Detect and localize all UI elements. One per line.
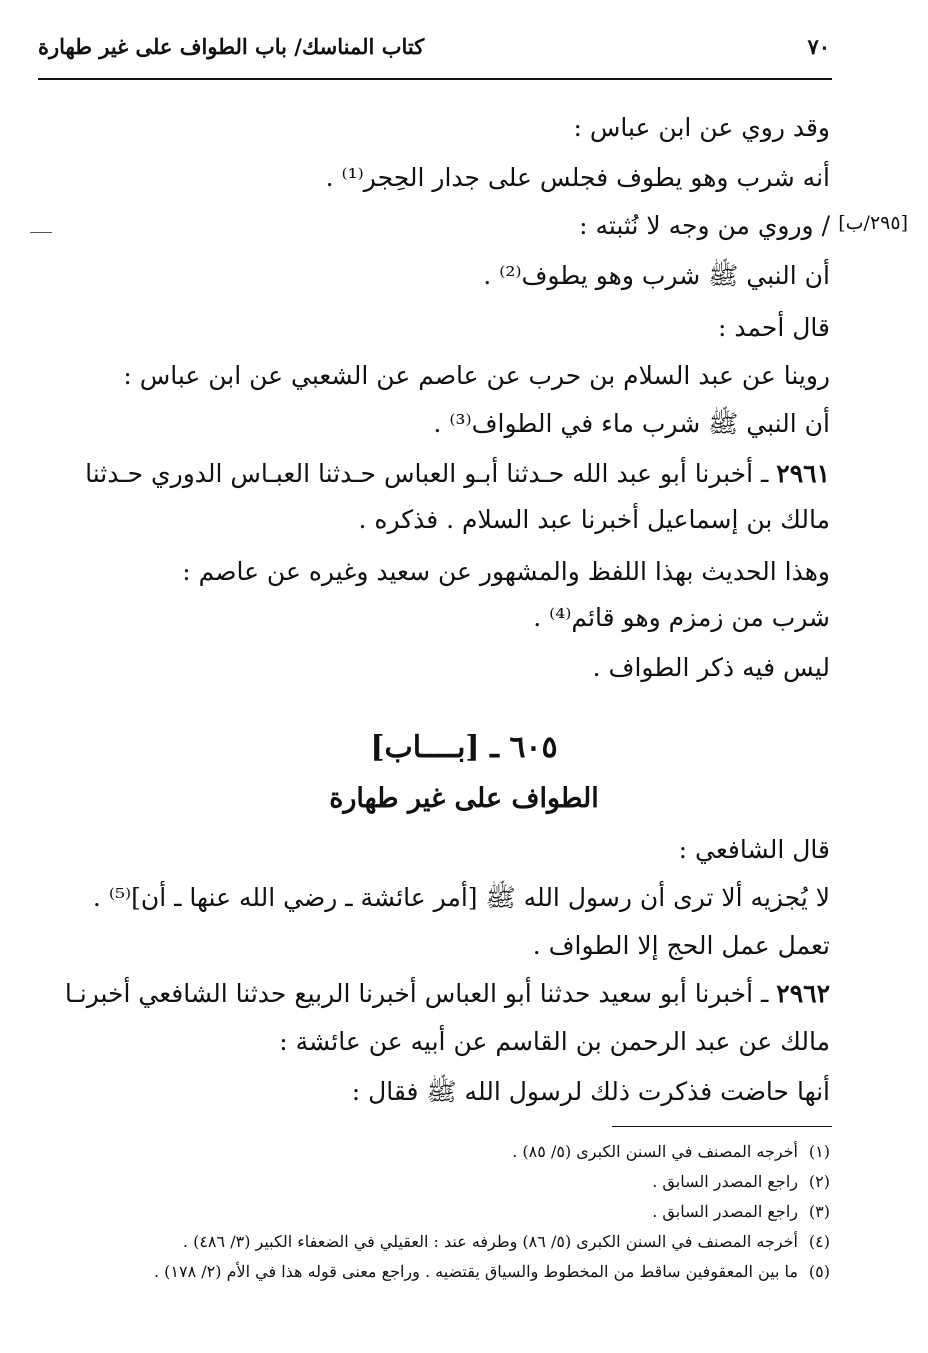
running-title: كتاب المناسك/ باب الطواف على غير طهارة bbox=[38, 34, 425, 59]
margin-note: [٢٩٥/ب] bbox=[838, 212, 908, 234]
footnote-text: راجع المصدر السابق . bbox=[652, 1172, 798, 1191]
header-rule bbox=[38, 78, 832, 80]
footnote bbox=[652, 1170, 830, 1194]
footnote-text: ما بين المعقوفين ساقط من المخطوط والسياق يقتضيه . وراجع معنى قوله هذا في الأم (٢/ ١٧٨) . bbox=[153, 1262, 798, 1281]
text-line: مالك عن عبد الرحمن بن القاسم عن أبيه عن عائشة : bbox=[279, 1027, 830, 1056]
footnote bbox=[154, 1260, 830, 1284]
footnote-number: (٣) bbox=[808, 1202, 830, 1221]
margin-dash bbox=[30, 232, 52, 233]
hadith-number: ٢٩٦٢ bbox=[776, 979, 830, 1008]
text-line: أنها حاضت فذكرت ذلك لرسول الله ﷺ فقال : bbox=[351, 1077, 830, 1106]
footnote-text: أخرجه المصنف في السنن الكبرى (٥/ ٨٦) وطرفه عند : العقيلي في الضعفاء الكبير (٣/ ٤٨٦) . bbox=[182, 1232, 798, 1251]
footnote-rule bbox=[612, 1126, 832, 1127]
text-line: وقد روي عن ابن عباس : bbox=[573, 113, 830, 142]
text-line: قال أحمد : bbox=[717, 313, 830, 342]
footnote bbox=[512, 1140, 830, 1164]
page-number: ٧٠ bbox=[807, 34, 830, 59]
hadith-2961 bbox=[85, 456, 830, 492]
text-line: ليس فيه ذكر الطواف . bbox=[592, 653, 830, 682]
hadith-text: ـ أخبرنا أبو عبد الله حـدثنا أبـو العباس حـدثنا العبـاس الدوري حـدثنا bbox=[85, 459, 769, 488]
chapter-number: ٦٠٥ ـ [بــــاب] bbox=[370, 730, 558, 765]
footnote bbox=[652, 1200, 830, 1224]
text-line: مالك بن إسماعيل أخبرنا عبد السلام . فذكره . bbox=[358, 505, 830, 534]
text-line: لا يُجزيه ألا ترى أن رسول الله ﷺ [أمر عائشة ـ رضي الله عنها ـ أن]⁽⁵⁾ . bbox=[92, 883, 830, 912]
chapter-title: الطواف على غير طهارة bbox=[329, 783, 599, 814]
hadith-number: ٢٩٦١ bbox=[776, 459, 830, 488]
text-line: أن النبي ﷺ شرب ماء في الطواف⁽³⁾ . bbox=[433, 409, 830, 438]
footnote bbox=[183, 1230, 830, 1254]
text-line: قال الشافعي : bbox=[678, 835, 830, 864]
text-line: / وروي من وجه لا نُثبته : bbox=[579, 211, 830, 240]
text-line: تعمل عمل الحج إلا الطواف . bbox=[532, 931, 830, 960]
text-line: روينا عن عبد السلام بن حرب عن عاصم عن الشعبي عن ابن عباس : bbox=[123, 361, 830, 390]
footnote-number: (٢) bbox=[808, 1172, 830, 1191]
text-line: شرب من زمزم وهو قائم⁽⁴⁾ . bbox=[533, 603, 830, 632]
footnote-text: راجع المصدر السابق . bbox=[652, 1202, 798, 1221]
hadith-text: ـ أخبرنا أبو سعيد حدثنا أبو العباس أخبرنا الربيع حدثنا الشافعي أخبرنـا bbox=[64, 979, 769, 1008]
footnote-text: أخرجه المصنف في السنن الكبرى (٥/ ٨٥) . bbox=[512, 1142, 798, 1161]
text-line: وهذا الحديث بهذا اللفظ والمشهور عن سعيد وغيره عن عاصم : bbox=[182, 557, 830, 586]
hadith-2962 bbox=[65, 976, 830, 1012]
footnote-number: (٤) bbox=[808, 1232, 830, 1251]
footnote-number: (٥) bbox=[808, 1262, 830, 1281]
text-line: أن النبي ﷺ شرب وهو يطوف⁽²⁾ . bbox=[483, 261, 830, 290]
text-line: أنه شرب وهو يطوف فجلس على جدار الحِجر⁽¹⁾ . bbox=[325, 163, 830, 192]
footnote-number: (١) bbox=[808, 1142, 830, 1161]
